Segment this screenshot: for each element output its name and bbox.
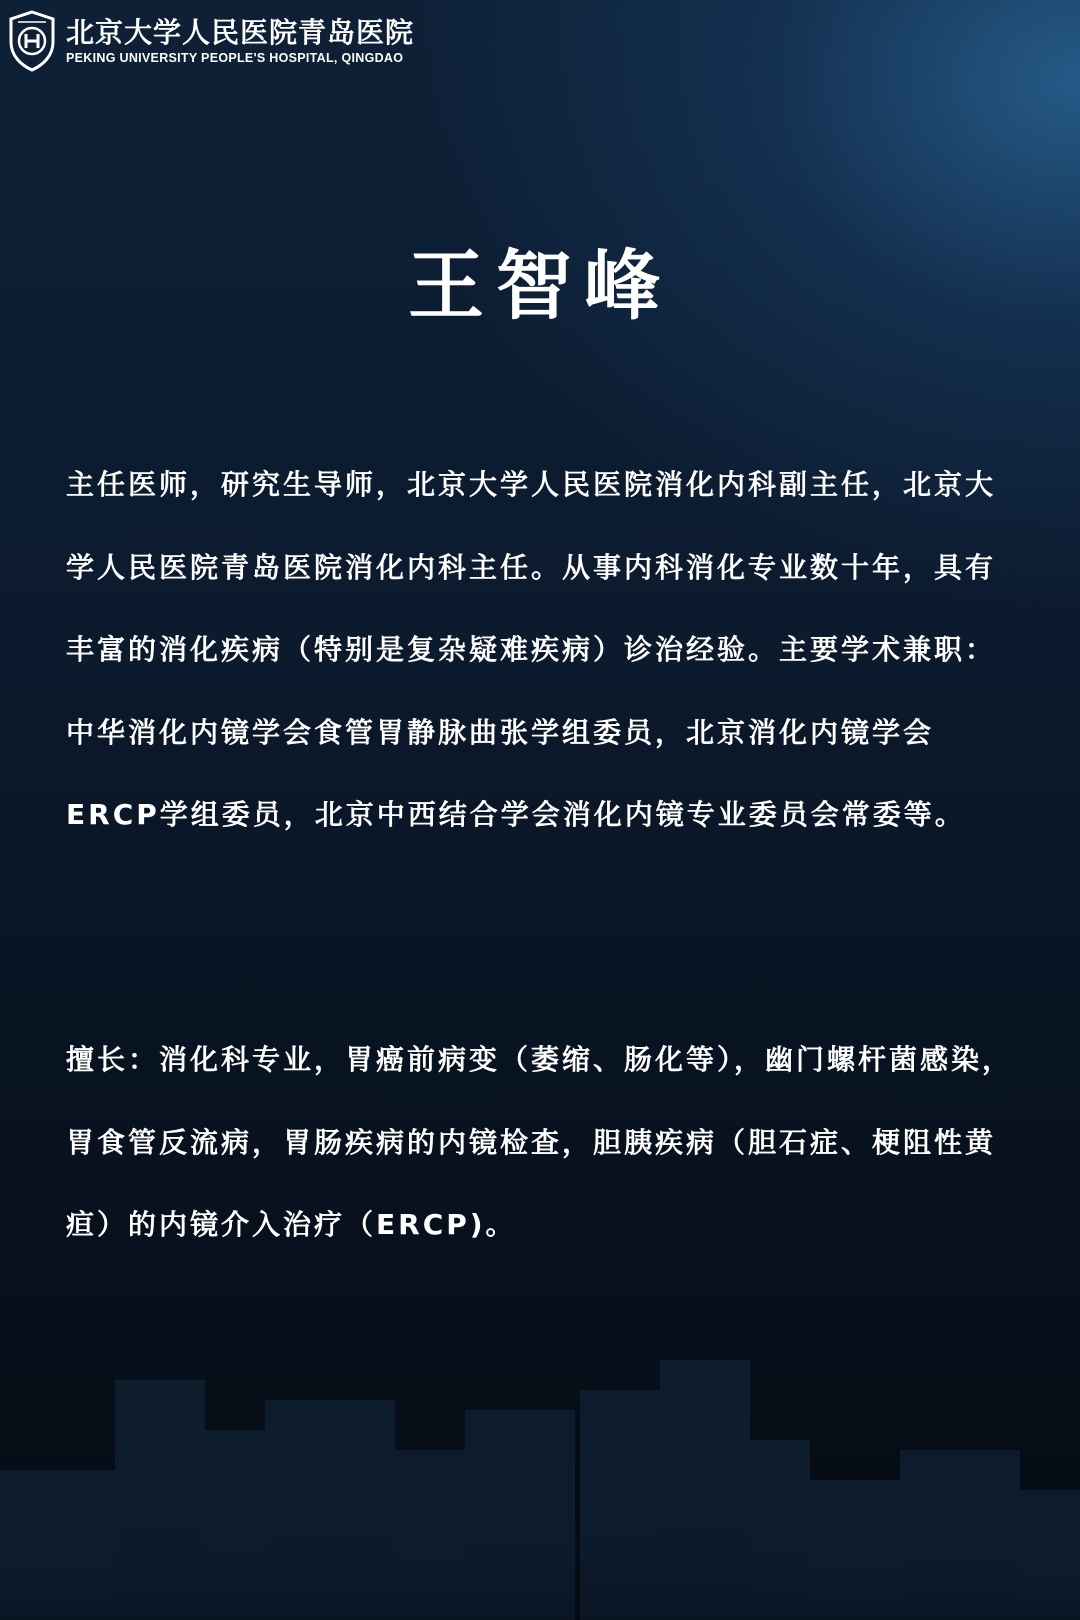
doctor-expertise: 擅长：消化科专业，胃癌前病变（萎缩、肠化等），幽门螺杆菌感染，胃食管反流病，胃肠疾病的内镜检查，胆胰疾病（胆石症、梗阻性黄疸）的内镜介入治疗（ERCP)。 <box>66 1043 1014 1241</box>
doctor-name: 王智峰 <box>408 241 672 330</box>
hospital-name-en: PEKING UNIVERSITY PEOPLE'S HOSPITAL, QINGDAO <box>66 51 404 65</box>
hospital-header <box>8 10 414 72</box>
doctor-introduction: 主任医师，研究生导师，北京大学人民医院消化内科副主任，北京大学人民医院青岛医院消化内科主任。从事内科消化专业数十年，具有丰富的消化疾病（特别是复杂疑难疾病）诊治经验。主要学术兼职：中华消化内镜学会食管胃静脉曲张学组委员，北京消化内镜学会ERCP学组委员，北京中西结合学会消化内镜专业委员会常委等。 <box>66 468 997 831</box>
hospital-name-cn: 北京大学人民医院青岛医院 <box>66 16 415 49</box>
hospital-emblem-icon <box>8 10 56 72</box>
city-skyline-background <box>0 1320 1080 1620</box>
